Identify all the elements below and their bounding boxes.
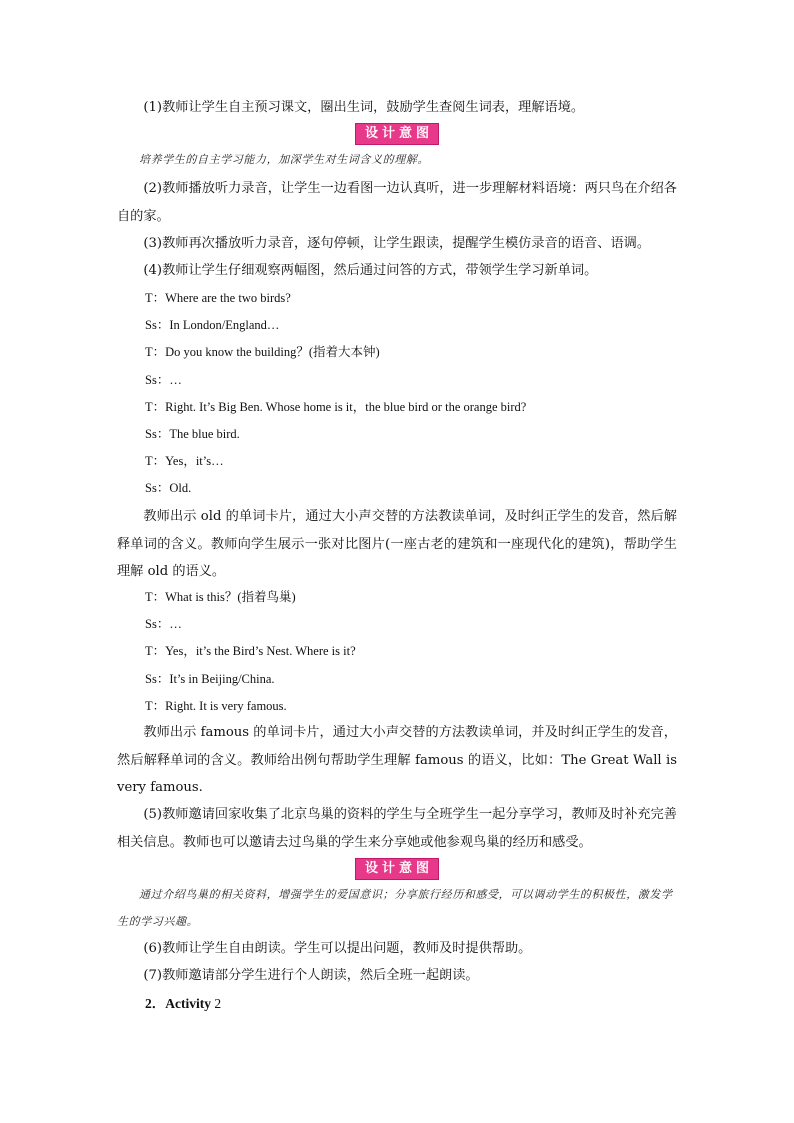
- design-intent-header-1: [0, 122, 794, 145]
- step-4: (4)教师让学生仔细观察两幅图，然后通过问答的方式，带领学生学习新单词。: [143, 263, 598, 278]
- dialogue-line: Ss：…: [145, 373, 182, 387]
- dialogue-line: T：Yes，it’s…: [145, 454, 224, 468]
- step-5: (5)教师邀请回家收集了北京鸟巢的资料的学生与全班学生一起分享学习，教师及时补充完善相关信息。教师也可以邀请去过鸟巢的学生来分享她或他参观鸟巢的经历和感受。: [117, 807, 677, 850]
- activity-num: 2: [210, 996, 222, 1011]
- activity-title: Activity: [165, 996, 211, 1011]
- explain-old-paragraph: 教师出示 old 的单词卡片，通过大小声交替的方法教读单词，及时纠正学生的发音，然后解释单词的含义。教师向学生展示一张对比图片(一座古老的建筑和一座现代化的建筑)，帮助学生理解 old 的语义。: [117, 509, 677, 579]
- step-7: (7)教师邀请部分学生进行个人朗读，然后全班一起朗读。: [143, 968, 479, 983]
- step-2: (2)教师播放听力录音，让学生一边看图一边认真听，进一步理解材料语境：两只鸟在介绍各自的家。: [117, 181, 677, 224]
- dialogue-line: T：Do you know the building？(指着大本钟): [145, 345, 380, 359]
- step-6: (6)教师让学生自由朗读。学生可以提出问题，教师及时提供帮助。: [143, 941, 532, 956]
- dialogue-line: T：Right. It is very famous.: [145, 699, 287, 713]
- dialogue-line: Ss：…: [145, 617, 182, 631]
- dialogue-line: Ss：The blue bird.: [145, 427, 240, 441]
- design-intent-badge: 设计意图: [355, 123, 439, 145]
- dialogue-line: Ss：Old.: [145, 481, 192, 495]
- dialogue-line: T：Where are the two birds?: [145, 291, 291, 305]
- design-intent-header-2: [0, 857, 794, 880]
- step-3: (3)教师再次播放听力录音，逐句停顿，让学生跟读，提醒学生模仿录音的语音、语调。: [143, 236, 651, 251]
- step-1: (1)教师让学生自主预习课文，圈出生词，鼓励学生查阅生词表，理解语境。: [143, 100, 585, 115]
- design-intent-text-2: 通过介绍鸟巢的相关资料，增强学生的爱国意识；分享旅行经历和感受，可以调动学生的积极性，激发学生的学习兴趣。: [117, 888, 673, 928]
- design-intent-text-1: 培养学生的自主学习能力，加深学生对生词含义的理解。: [139, 153, 429, 166]
- activity-heading: [145, 994, 705, 1014]
- dialogue-line: Ss：In London/England…: [145, 318, 280, 332]
- activity-number: 2．: [145, 996, 166, 1011]
- design-intent-badge: 设计意图: [355, 858, 439, 880]
- dialogue-line: T：Right. It’s Big Ben. Whose home is it，the blue bird or the orange bird?: [145, 400, 527, 414]
- dialogue-line: T：Yes，it’s the Bird’s Nest. Where is it?: [145, 644, 356, 658]
- dialogue-line: Ss：It’s in Beijing/China.: [145, 672, 275, 686]
- explain-famous-paragraph: 教师出示 famous 的单词卡片，通过大小声交替的方法教读单词，并及时纠正学生的发音，然后解释单词的含义。教师给出例句帮助学生理解 famous 的语义，比如：The Great Wall is very famous.: [117, 725, 677, 795]
- dialogue-line: T：What is this？(指着鸟巢): [145, 590, 296, 604]
